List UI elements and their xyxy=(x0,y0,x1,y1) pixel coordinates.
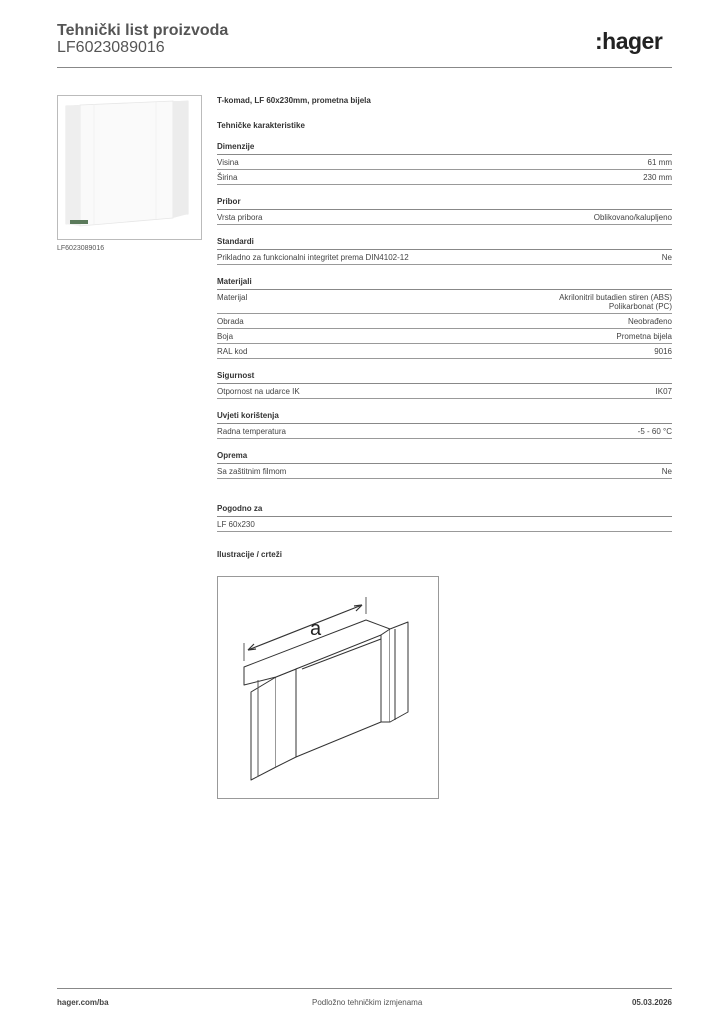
spec-content xyxy=(217,96,672,564)
spec-row-ik: Otpornost na udarce IK IK07 xyxy=(217,384,672,399)
spec-row-vrsta-pribora: Vrsta pribora Oblikovano/kalupljeno xyxy=(217,210,672,225)
tech-heading: Tehničke karakteristike xyxy=(217,121,305,130)
spec-row-visina: Visina 61 mm xyxy=(217,155,672,170)
illustrations-heading: Ilustracije / crteži xyxy=(217,550,282,559)
header-divider xyxy=(57,67,672,68)
t-piece-photo xyxy=(58,96,201,239)
section-oprema: Oprema xyxy=(217,448,672,464)
footer-website-link[interactable]: hager.com/ba xyxy=(57,998,109,1007)
footer-disclaimer: Podložno tehničkim izmjenama xyxy=(312,998,423,1007)
section-sigurnost: Sigurnost xyxy=(217,368,672,384)
section-standardi: Standardi xyxy=(217,234,672,250)
document-title: Tehnički list proizvoda xyxy=(57,22,229,39)
section-dimenzije: Dimenzije xyxy=(217,139,672,155)
spec-row-temperatura: Radna temperatura -5 - 60 °C xyxy=(217,424,672,439)
dimension-label-a: a xyxy=(310,618,322,640)
hager-logo[interactable]: :hager xyxy=(595,28,663,54)
footer-date: 05.03.2026 xyxy=(631,998,672,1007)
spec-row-obrada: Obrada Neobrađeno xyxy=(217,314,672,329)
section-pribor: Pribor xyxy=(217,194,672,210)
spec-row-materijal: Materijal Akrilonitril butadien stiren (ABS) Polikarbonat (PC) xyxy=(217,290,672,314)
spec-row-boja: Boja Prometna bijela xyxy=(217,329,672,344)
product-title: T-komad, LF 60x230mm, prometna bijela xyxy=(217,96,371,105)
product-image xyxy=(57,95,202,240)
spec-row-film: Sa zaštitnim filmom Ne xyxy=(217,464,672,479)
product-code: LF6023089016 xyxy=(57,39,165,56)
t-piece-drawing xyxy=(218,577,438,798)
image-caption: LF6023089016 xyxy=(57,245,105,252)
spec-row-din4102: Prikladno za funkcionalni integritet prema DIN4102-12 Ne xyxy=(217,250,672,265)
footer-divider xyxy=(57,988,672,989)
section-pogodno-za: Pogodno za xyxy=(217,501,672,517)
spec-row-ral: RAL kod 9016 xyxy=(217,344,672,359)
section-uvjeti: Uvjeti korištenja xyxy=(217,408,672,424)
section-materijali: Materijali xyxy=(217,274,672,290)
spec-row-sirina: Širina 230 mm xyxy=(217,170,672,185)
technical-drawing xyxy=(217,576,439,799)
spec-row-lf60x230: LF 60x230 xyxy=(217,517,672,532)
